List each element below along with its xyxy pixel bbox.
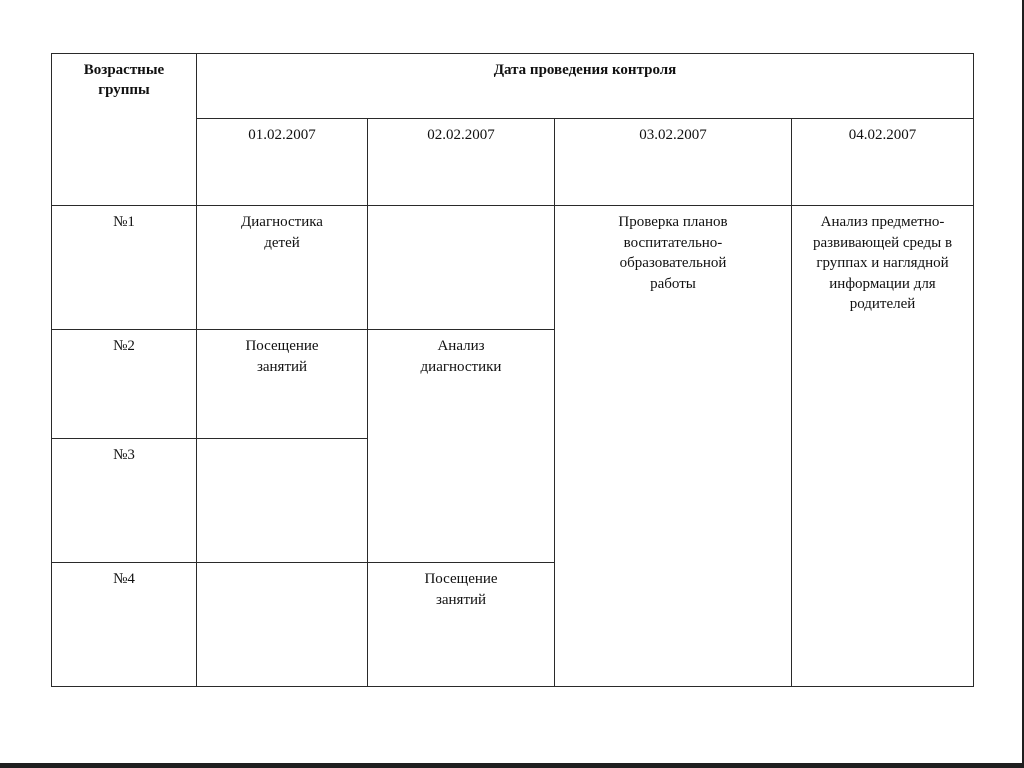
cell-group4-date2: [368, 563, 555, 687]
group-label: №3: [113, 447, 135, 463]
cell-group3-date1-empty: [197, 439, 368, 563]
group-label-cell-1: [52, 206, 197, 330]
date-label: 01.02.2007: [248, 127, 316, 143]
header-control-date-label: Дата проведения контроля: [493, 62, 677, 78]
header-age-groups-label: Возрастные группы: [83, 62, 165, 98]
cell-group1-date2-empty: [368, 206, 555, 330]
date-label: 03.02.2007: [639, 127, 707, 143]
activity-lesson-visit: Посещение занятий: [424, 571, 498, 608]
cell-group1-date1: [197, 206, 368, 330]
group-label-cell-2: [52, 330, 197, 439]
cell-group4-date1-empty: [197, 563, 368, 687]
group-label: №2: [113, 338, 135, 354]
activity-plans-check: Проверка планов воспитательно-образовательной работы: [618, 214, 728, 292]
date-cell-3: [555, 119, 792, 206]
activity-children-diagnostics: Диагностика детей: [241, 214, 323, 251]
group-row-1: [52, 206, 974, 330]
group-label-cell-3: [52, 439, 197, 563]
control-schedule-table: [51, 53, 974, 687]
cell-group2-date1: [197, 330, 368, 439]
group-label: №1: [113, 214, 135, 230]
header-age-groups: [52, 54, 197, 206]
activity-environment-analysis: Анализ предметно-развивающей среды в группах и наглядной информации для родителей: [812, 214, 953, 312]
activity-diagnostics-analysis: Анализ диагностики: [420, 338, 502, 375]
cell-group2-3-date2: [368, 330, 555, 563]
activity-lesson-visit: Посещение занятий: [245, 338, 319, 375]
group-label-cell-4: [52, 563, 197, 687]
date-cell-2: [368, 119, 555, 206]
date-cell-1: [197, 119, 368, 206]
header-control-date: [197, 54, 974, 119]
date-label: 02.02.2007: [427, 127, 495, 143]
date-cell-4: [792, 119, 974, 206]
date-label: 04.02.2007: [848, 127, 917, 143]
cell-all-groups-date3: [555, 206, 792, 687]
cell-all-groups-date4: [792, 206, 974, 687]
group-label: №4: [113, 571, 135, 587]
header-row: [52, 54, 974, 119]
